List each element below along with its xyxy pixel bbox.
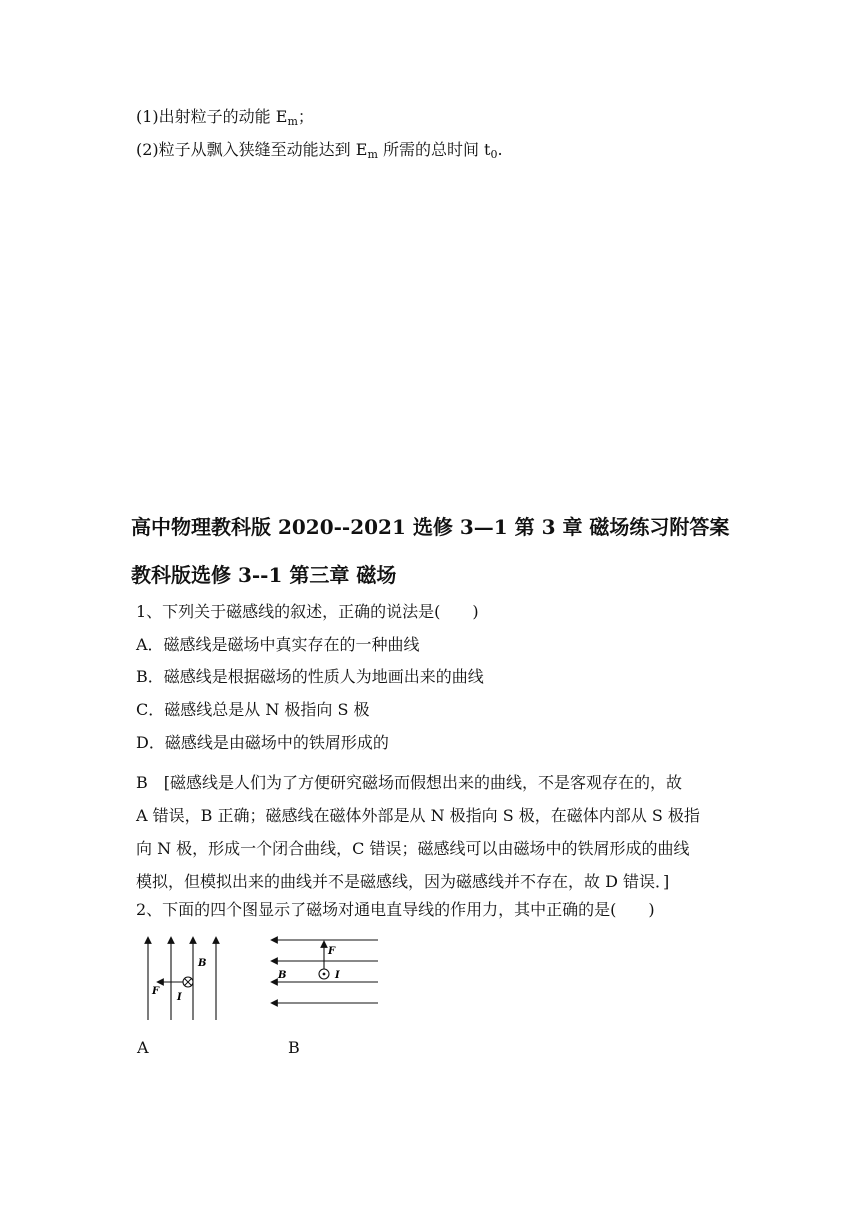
label-b: B [198, 958, 207, 969]
q2-suffix: . [497, 140, 503, 159]
answer-explanation [136, 766, 736, 898]
question-1-stem: 1、下列关于磁感线的叙述，正确的说法是( ) [136, 602, 479, 621]
field-lines-vertical [148, 940, 216, 1020]
option-d: D．磁感线是由磁场中的铁屑形成的 [136, 733, 389, 752]
label-i: I [177, 992, 182, 1003]
label-b: B [278, 970, 287, 981]
answer-line: 向 N 极，形成一个闭合曲线，C 错误；磁感线可以由磁场中的铁屑形成的曲线 [136, 839, 690, 858]
answer-line: A 错误，B 正确；磁感线在磁体外部是从 N 极指向 S 极，在磁体内部从 S 极指 [136, 806, 700, 825]
option-b: B．磁感线是根据磁场的性质人为地画出来的曲线 [136, 667, 484, 686]
q2-subscript-2: 0 [490, 148, 498, 161]
document-title: 高中物理教科版 2020--2021 选修 3—1 第 3 章 磁场练习附答案 [131, 515, 730, 539]
figure-a-caption: A [137, 1038, 149, 1057]
label-f: F [152, 986, 160, 997]
chapter-title: 教科版选修 3--1 第三章 磁场 [131, 563, 397, 587]
label-i: I [335, 970, 340, 981]
label-f: F [328, 946, 336, 957]
option-c: C．磁感线总是从 N 极指向 S 极 [136, 700, 370, 719]
question-part-2 [136, 139, 503, 161]
q2-mid-text: 所需的总时间 t [377, 140, 491, 159]
question-2-stem: 2、下面的四个图显示了磁场对通电直导线的作用力，其中正确的是( ) [136, 900, 655, 919]
figure-b [268, 934, 384, 1020]
answer-line: B [磁感线是人们为了方便研究磁场而假想出来的曲线，不是客观存在的，故 [136, 773, 683, 792]
figure-a [136, 934, 236, 1026]
q1-subscript: m [287, 115, 298, 128]
q1-suffix: ； [297, 107, 314, 126]
figure-b-caption: B [288, 1038, 300, 1057]
question-part-1 [136, 106, 314, 128]
q2-text: (2)粒子从飘入狭缝至动能达到 E [136, 140, 368, 159]
q2-subscript: m [367, 148, 378, 161]
q1-text: (1)出射粒子的动能 E [136, 107, 288, 126]
option-a: A．磁感线是磁场中真实存在的一种曲线 [136, 635, 420, 654]
wire-into-page-icon [183, 977, 193, 987]
answer-line: 模拟，但模拟出来的曲线并不是磁感线，因为磁感线并不存在，故 D 错误．] [136, 872, 670, 891]
wire-out-of-page-icon [319, 969, 329, 979]
